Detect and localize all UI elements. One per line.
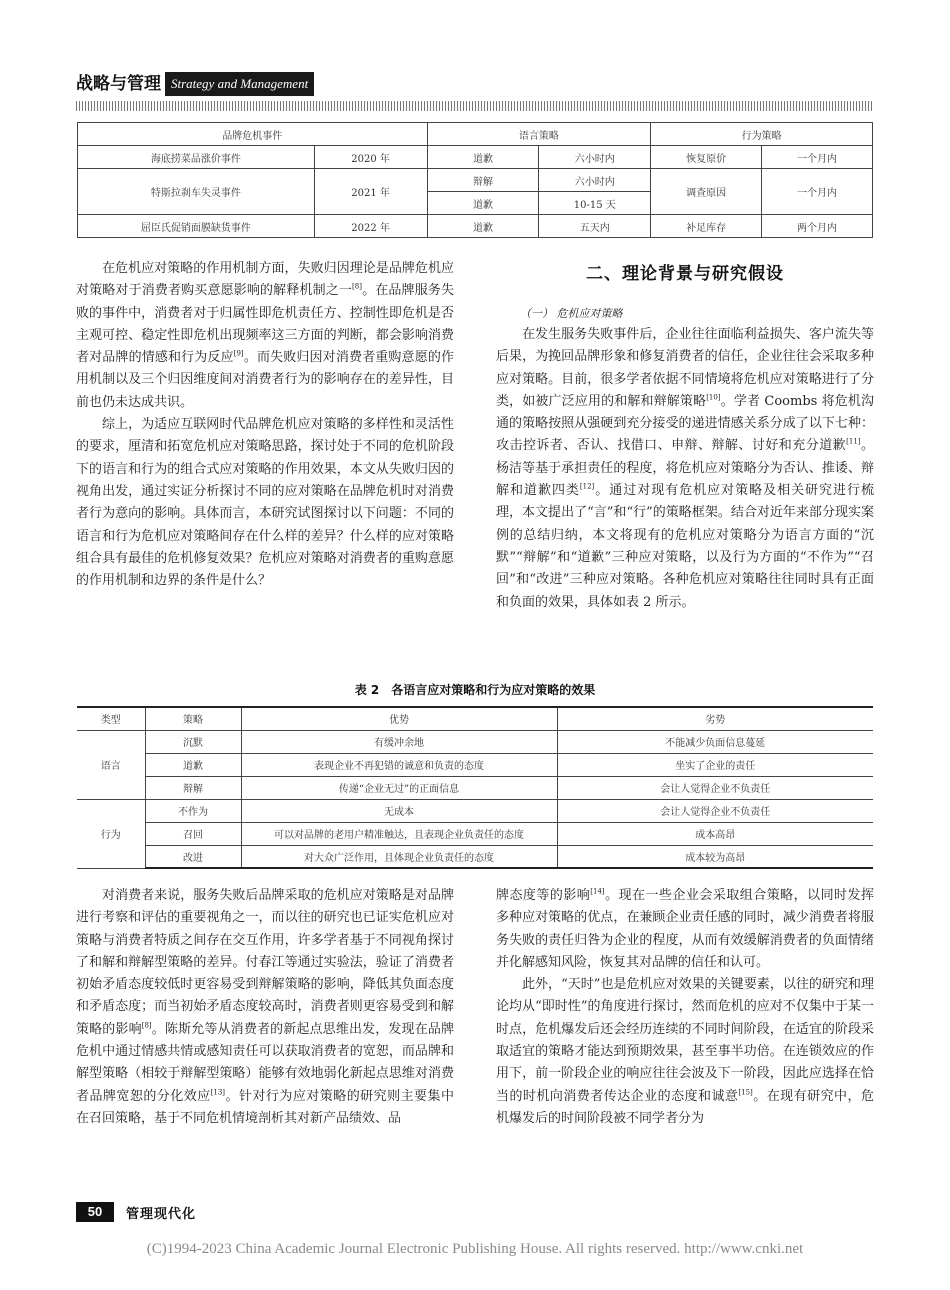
table-cell: 补足库存	[651, 215, 762, 238]
table-row	[77, 822, 873, 845]
paragraph: 对消费者来说，服务失败后品牌采取的危机应对策略是对品牌进行考察和评估的重要视角之一，而以往的研究也已证实危机应对策略与消费者特质之间存在交互作用，许多学者基于不同视角探讨了和解和辩解型策略的差异。付春江等通过实验法，验证了消费者初始矛盾态度较低时更容易受到辩解策略的影响，降低其负面态度和矛盾态度；而当初始矛盾态度较高时，消费者则更容易受到和解策略的影响[8]。陈斯允等从消费者的新起点思维出发，发现在品牌危机中通过情感共情或感知责任可以获取消费者的宽恕，而品牌和解型策略（相较于辩解型策略）能够有效地弱化新起点思维对消费者品牌宽恕的分化效应[13]。针对行为应对策略的研究则主要集中在召回策略，基于不同危机情境剖析其对新产品绩效、品	[76, 888, 454, 1126]
page-number: 50	[76, 1202, 114, 1222]
page-footer	[76, 1202, 196, 1222]
table-cell: 不作为	[145, 799, 241, 822]
copyright-notice: (C)1994-2023 China Academic Journal Electronic Publishing House. All rights reserved. http://www.cnki.net	[146, 1241, 804, 1257]
table-cell: 会让人觉得企业不负责任	[557, 799, 873, 822]
table-1	[77, 122, 873, 238]
table-header: 劣势	[557, 707, 873, 730]
table-cell: 有缓冲余地	[241, 730, 557, 753]
table-cell: 10-15 天	[539, 192, 651, 215]
table-cell: 五天内	[539, 215, 651, 238]
table-cell: 语言	[77, 730, 145, 799]
table-2	[77, 706, 873, 869]
table-header-row	[78, 123, 873, 146]
table-row	[77, 845, 873, 868]
body-column-right-upper	[496, 324, 874, 614]
header-section-cn: 战略与管理	[76, 74, 161, 94]
table-cell: 2022 年	[314, 215, 427, 238]
body-column-left-lower	[76, 885, 454, 1130]
table-cell: 成本较为高昂	[557, 845, 873, 868]
table-cell: 一个月内	[762, 146, 873, 169]
table-header-row	[77, 707, 873, 730]
table-cell: 特斯拉刹车失灵事件	[78, 169, 315, 215]
table-header: 优势	[241, 707, 557, 730]
paragraph: 综上，为适应互联网时代品牌危机应对策略的多样性和灵活性的要求，厘清和拓宽危机应对策略思路，探讨处于不同的危机阶段下的语言和行为的组合式应对策略的作用效果，本文从失败归因的视角出发，通过实证分析探讨不同的应对策略在品牌危机时对消费者行为意向的影响。具体而言，本研究试图探讨以下问题：不同的语言和行为危机应对策略间存在什么样的差异？什么样的应对策略组合具有最佳的危机修复效果？危机应对策略对消费者的重购意愿的作用机制和边界的条件是什么？	[76, 417, 454, 589]
journal-header	[76, 72, 314, 96]
header-section-en: Strategy and Management	[165, 72, 314, 96]
table-row	[78, 215, 873, 238]
table-cell: 海底捞菜品涨价事件	[78, 146, 315, 169]
paragraph: 在危机应对策略的作用机制方面，失败归因理论是品牌危机应对策略对于消费者购买意愿影响的解释机制之一[8]。在品牌服务失败的事件中，消费者对于归属性即危机责任方、控制性即危机是否主观可控、稳定性即危机出现频率这三方面的判断，都会影响消费者对品牌的情感和行为反应[9]。而失败归因对消费者重购意愿的作用机制以及三个归因维度间对消费者行为的影响存在的差异性，目前也仍未达成共识。	[76, 261, 454, 410]
journal-name: 管理现代化	[126, 1206, 197, 1222]
body-column-right-lower	[496, 885, 874, 1130]
table-cell: 坐实了企业的责任	[557, 753, 873, 776]
table-cell: 不能减少负面信息蔓延	[557, 730, 873, 753]
table-cell: 一个月内	[762, 169, 873, 215]
table-cell: 道歉	[145, 753, 241, 776]
table-header: 语言策略	[427, 123, 651, 146]
subsection-title: （一） 危机应对策略	[520, 307, 623, 320]
table-cell: 两个月内	[762, 215, 873, 238]
table-header: 类型	[77, 707, 145, 730]
table-cell: 成本高昂	[557, 822, 873, 845]
table-2-caption: 表 2 各语言应对策略和行为应对策略的效果	[354, 683, 596, 697]
table-cell: 召回	[145, 822, 241, 845]
table-header: 行为策略	[651, 123, 873, 146]
table-cell: 屈臣氏促销面膜缺货事件	[78, 215, 315, 238]
table-row	[77, 753, 873, 776]
table-cell: 道歉	[427, 215, 539, 238]
table-header: 品牌危机事件	[78, 123, 428, 146]
table-cell: 辩解	[427, 169, 539, 192]
table-cell: 表现企业不再犯错的诚意和负责的态度	[241, 753, 557, 776]
table-row	[77, 776, 873, 799]
table-cell: 改进	[145, 845, 241, 868]
section-title: 二、理论背景与研究假设	[586, 264, 784, 284]
table-row	[78, 146, 873, 169]
table-header: 策略	[145, 707, 241, 730]
header-hatch-rule	[76, 101, 874, 111]
paragraph: 牌态度等的影响[14]。现在一些企业会采取组合策略，以同时发挥多种应对策略的优点，在兼顾企业责任感的同时，减少消费者将服务失败的责任归咎为企业的程度，从而有效缓解消费者的负面情绪并化解感知风险，恢复其对品牌的信任和认可。	[496, 887, 874, 970]
table-cell: 道歉	[427, 192, 539, 215]
table-cell: 道歉	[427, 146, 539, 169]
table-cell: 六小时内	[539, 146, 651, 169]
table-row	[78, 169, 873, 192]
table-row	[77, 730, 873, 753]
table-cell: 恢复原价	[651, 146, 762, 169]
paragraph: 此外，“天时”也是危机应对效果的关键要素，以往的研究和理论均从“即时性”的角度进行探讨，然而危机的应对不仅集中于某一时点，危机爆发后还会经历连续的不同时间阶段，在适宜的阶段采取适宜的策略才能达到预期效果，甚至事半功倍。在连锁效应的作用下，前一阶段企业的响应往往会波及下一阶段，因此应选择在恰当的时机向消费者传达企业的态度和诚意[15]。在现有研究中，危机爆发后的时间阶段被不同学者分为	[496, 977, 874, 1126]
table-cell: 调查原因	[651, 169, 762, 215]
table-cell: 会让人觉得企业不负责任	[557, 776, 873, 799]
table-cell: 对大众广泛作用，且体现企业负责任的态度	[241, 845, 557, 868]
table-cell: 六小时内	[539, 169, 651, 192]
table-cell: 可以对品牌的老用户精准触达，且表现企业负责任的态度	[241, 822, 557, 845]
paragraph: 在发生服务失败事件后，企业往往面临利益损失、客户流失等后果，为挽回品牌形象和修复消费者的信任，企业往往会采取多种应对策略。目前，很多学者依据不同情境将危机应对策略进行了分类，如被广泛应用的和解和辩解策略[10]。学者 Coombs 将危机沟通的策略按照从强硬到充分接受的递进情感关系分成了以下七种：攻击控诉者、否认、找借口、申辩、辩解、讨好和充分道歉[11]。杨洁等基于承担责任的程度，将危机应对策略分为否认、推诿、辩解和道歉四类[12]。通过对现有危机应对策略及相关研究进行梳理，本文提出了“言”和“行”的策略框架。结合对近年来部分现实案例的总结归纳，本文将现有的危机应对策略分为语言方面的“沉默”“辩解”和“道歉”三种应对策略，以及行为方面的“不作为”“召回”和“改进”三种应对策略。各种危机应对策略往往同时具有正面和负面的效果，具体如表 2 所示。	[496, 327, 874, 610]
table-cell: 传递“企业无过”的正面信息	[241, 776, 557, 799]
table-cell: 2020 年	[314, 146, 427, 169]
table-cell: 沉默	[145, 730, 241, 753]
table-cell: 2021 年	[314, 169, 427, 215]
table-cell: 辩解	[145, 776, 241, 799]
body-column-left-upper	[76, 258, 454, 592]
table-row	[77, 799, 873, 822]
table-cell: 行为	[77, 799, 145, 868]
table-cell: 无成本	[241, 799, 557, 822]
